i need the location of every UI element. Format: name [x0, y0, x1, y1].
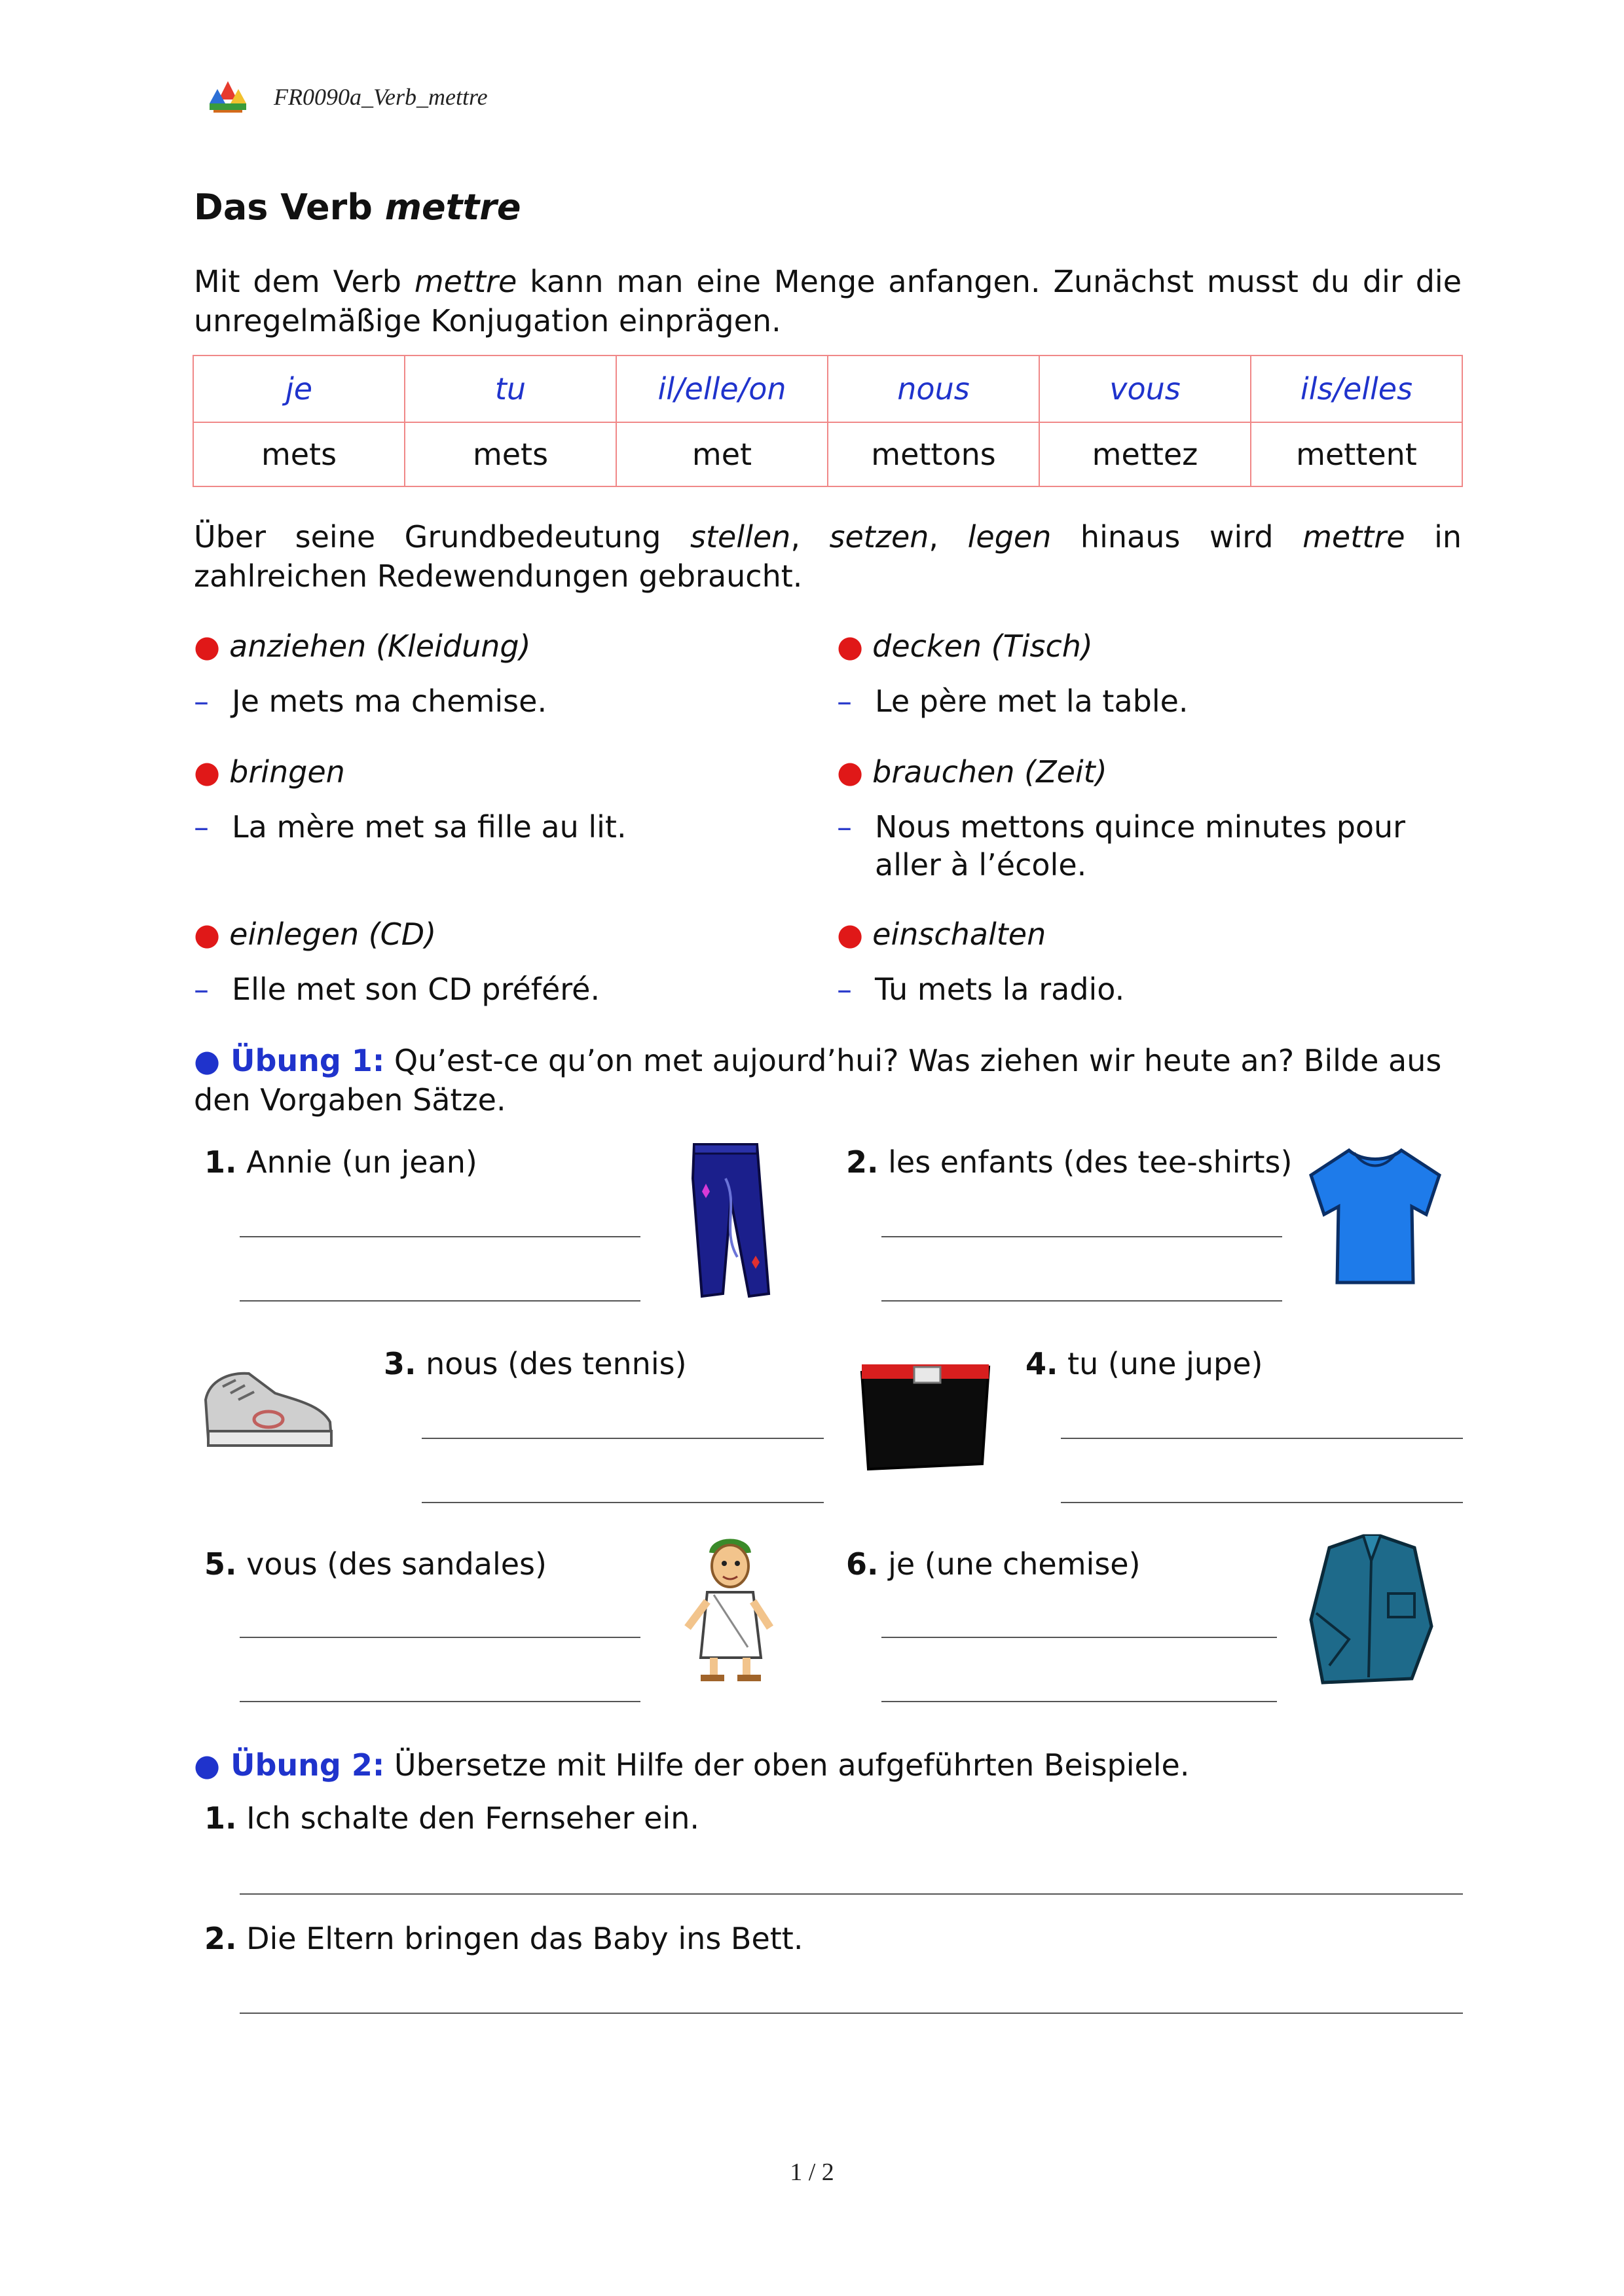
conjugation-table [193, 355, 1463, 487]
example-sentence [837, 808, 1426, 884]
example-meaning [194, 627, 783, 665]
meaning-sep: , [929, 519, 968, 555]
form-cell: mets [405, 422, 616, 486]
meaning-text: hinaus wird [1051, 519, 1303, 555]
answer-line[interactable] [881, 1300, 1282, 1302]
exercise-1-label: ● Übung 1: [194, 1043, 385, 1078]
form-row [193, 422, 1462, 486]
answer-line[interactable] [881, 1701, 1277, 1702]
exercise-item [1025, 1346, 1263, 1381]
example-meaning-text: anziehen (Kleidung) [229, 629, 531, 664]
item-text: Die Eltern bringen das Baby ins Bett. [236, 1921, 803, 1956]
item-number: 6. [846, 1546, 879, 1582]
item-text: je (une chemise) [878, 1546, 1141, 1582]
intro-text-1: Mit dem Verb [194, 264, 415, 299]
dash-icon: – [194, 683, 209, 719]
pronoun-cell: je [193, 355, 405, 422]
exercise-2-label-text: Übung 2: [231, 1747, 385, 1783]
form-cell: mets [193, 422, 405, 486]
shirt-icon [1303, 1528, 1441, 1692]
example-sentence-text: Tu mets la radio. [875, 972, 1125, 1007]
exercise-1-instruction [194, 1041, 1462, 1120]
answer-line[interactable] [1061, 1438, 1463, 1439]
dash-icon: – [837, 972, 852, 1007]
pronoun-cell: ils/elles [1251, 355, 1462, 422]
dash-icon: – [837, 809, 852, 845]
answer-line[interactable] [881, 1637, 1277, 1638]
exercise-2-label: ● Übung 2: [194, 1747, 385, 1783]
bullet-icon: ● [194, 754, 221, 790]
example-meaning-text: einschalten [872, 917, 1046, 952]
example-sentence [837, 970, 1426, 1008]
example-meaning-text: einlegen (CD) [229, 917, 437, 952]
page-number: 1 / 2 [790, 2159, 834, 2186]
item-number: 2. [846, 1144, 879, 1180]
answer-line[interactable] [422, 1502, 824, 1503]
answer-line[interactable] [422, 1438, 824, 1439]
pronoun-cell: vous [1039, 355, 1251, 422]
answer-line[interactable] [240, 1300, 640, 1302]
sneaker-icon [196, 1354, 341, 1459]
example-sentence [194, 682, 783, 720]
example-meaning [194, 753, 783, 791]
example-block [194, 627, 783, 720]
answer-line[interactable] [240, 1236, 640, 1237]
example-sentence-text: Je mets ma chemise. [232, 683, 547, 719]
translation-item [204, 1921, 803, 1956]
exercise-2-text: Übersetze mit Hilfe der oben aufgeführten Beispiele. [384, 1747, 1190, 1783]
bullet-icon: ● [194, 629, 221, 664]
example-block [837, 915, 1426, 1008]
example-sentence-text: Le père met la table. [875, 683, 1189, 719]
item-number: 1. [204, 1800, 237, 1836]
form-cell: mettez [1039, 422, 1251, 486]
item-text: nous (des tennis) [416, 1346, 687, 1381]
example-block [194, 753, 783, 846]
dash-icon: – [194, 809, 209, 845]
bullet-icon: ● [837, 629, 864, 664]
page-title [194, 187, 521, 228]
answer-line[interactable] [1061, 1502, 1463, 1503]
pronoun-cell: il/elle/on [616, 355, 828, 422]
answer-line[interactable] [881, 1236, 1282, 1237]
document-code: FR0090a_Verb_mettre [274, 84, 488, 110]
item-text: les enfants (des tee-shirts) [878, 1144, 1293, 1180]
jeans-icon [686, 1139, 778, 1303]
document-header [208, 77, 488, 117]
exercise-item [846, 1144, 1292, 1180]
example-meaning-text: bringen [229, 754, 345, 790]
meaning-paragraph [194, 517, 1462, 596]
bullet-icon: ● [837, 917, 864, 952]
item-number: 4. [1025, 1346, 1058, 1381]
bullet-icon: ● [194, 917, 221, 952]
example-sentence [837, 682, 1426, 720]
exercise-2-instruction [194, 1745, 1462, 1785]
example-sentence-text: Elle met son CD préféré. [232, 972, 600, 1007]
item-number: 3. [384, 1346, 416, 1381]
intro-verb: mettre [414, 264, 517, 299]
meaning-text: Über seine Grundbedeutung [194, 519, 690, 555]
logo-icon [208, 80, 248, 114]
bullet-icon: ● [837, 754, 864, 790]
form-cell: mettons [828, 422, 1039, 486]
form-cell: mettent [1251, 422, 1462, 486]
example-meaning [837, 915, 1426, 953]
example-sentence [194, 970, 783, 1008]
example-sentence-text: La mère met sa fille au lit. [232, 809, 627, 845]
meaning-sep: , [790, 519, 830, 555]
meaning-word: legen [967, 519, 1052, 555]
intro-paragraph [194, 262, 1462, 340]
answer-line[interactable] [240, 1701, 640, 1702]
exercise-1-text: Qu’est-ce qu’on met aujourd’hui? Was ziehen wir heute an? Bilde aus den Vorgaben Sätze. [194, 1043, 1442, 1118]
answer-line[interactable] [240, 1637, 640, 1638]
item-text: tu (une jupe) [1058, 1346, 1263, 1381]
answer-line[interactable] [240, 2013, 1463, 2014]
meaning-word: stellen [690, 519, 791, 555]
item-text: Annie (un jean) [236, 1144, 477, 1180]
skirt-icon [858, 1358, 993, 1476]
exercise-item [204, 1144, 477, 1180]
example-meaning-text: decken (Tisch) [872, 629, 1093, 664]
title-prefix: Das Verb [194, 187, 385, 228]
translation-item [204, 1800, 699, 1836]
example-sentence [194, 808, 783, 846]
item-number: 2. [204, 1921, 237, 1956]
item-number: 5. [204, 1546, 237, 1582]
pronoun-row [193, 355, 1462, 422]
roman-figure-icon [674, 1529, 786, 1686]
exercise-item [204, 1546, 547, 1582]
example-block [194, 915, 783, 1008]
form-cell: met [616, 422, 828, 486]
title-verb: mettre [384, 187, 521, 228]
item-number: 1. [204, 1144, 237, 1180]
pronoun-cell: tu [405, 355, 616, 422]
dash-icon: – [837, 683, 852, 719]
item-text: Ich schalte den Fernseher ein. [236, 1800, 699, 1836]
example-meaning [837, 753, 1426, 791]
item-text: vous (des sandales) [236, 1546, 547, 1582]
example-block [837, 627, 1426, 720]
meaning-text: in zahlreichen Redewendungen gebraucht. [194, 519, 1462, 594]
meaning-word: setzen [829, 519, 929, 555]
tshirt-icon [1303, 1142, 1447, 1293]
intro-text-2: kann man eine Menge anfangen. Zunächst musst du dir die unregelmäßige Konjugation einprägen. [194, 264, 1462, 338]
example-sentence-text: Nous mettons quince minutes pour aller à l’école. [875, 809, 1406, 883]
example-meaning [194, 915, 783, 953]
example-meaning [837, 627, 1426, 665]
pronoun-cell: nous [828, 355, 1039, 422]
meaning-verb: mettre [1302, 519, 1405, 555]
exercise-1-label-text: Übung 1: [231, 1043, 385, 1078]
answer-line[interactable] [240, 1893, 1463, 1895]
exercise-item [846, 1546, 1141, 1582]
example-meaning-text: brauchen (Zeit) [872, 754, 1107, 790]
dash-icon: – [194, 972, 209, 1007]
exercise-item [384, 1346, 687, 1381]
example-block [837, 753, 1426, 884]
